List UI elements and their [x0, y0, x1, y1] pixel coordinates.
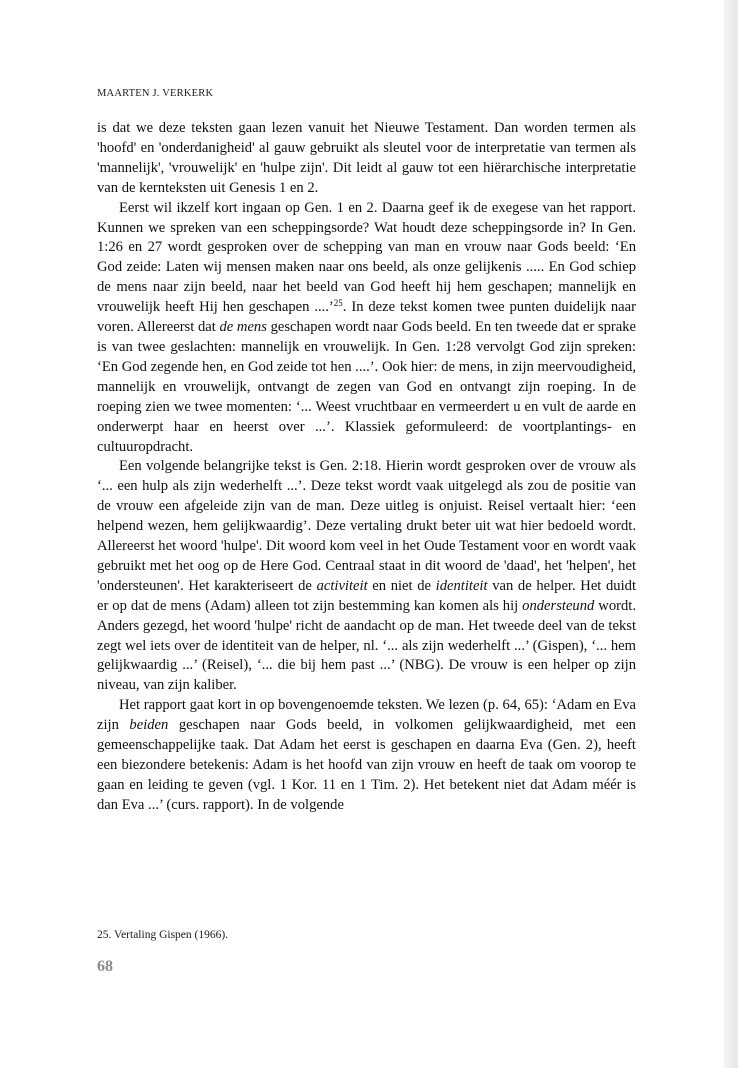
paragraph-text: geschapen wordt naar Gods beeld. En ten tweede dat er sprake is van twee geslachten: mannelijk en vrouwelijk. In Gen. 1:28 vervolgt God zijn spreken: ‘En God zegende hen, en God zeide tot hen ....’. Ook hier: de mens, in zijn meervoudigheid, mannelijk en vrouwelijk, ontvangt de zegen van God en ontvangt zijn roeping. In de roeping zien we twee momenten: ‘... Weest vruchtbaar en vermeerdert u en vult de aarde en onderwerpt haar en heerst over ...’. Klassiek geformuleerd: de voortplantings- en cultuuropdracht.	[97, 319, 636, 455]
emphasis-text: activiteit	[316, 577, 368, 594]
paragraph-text: Eerst wil ikzelf kort ingaan op Gen. 1 en 2. Daarna geef ik de exegese van het rapport. Kunnen we spreken van een scheppingsorde? Wat houdt deze scheppingsorde in? In Gen. 1:26 en 27 wordt gesproken over de schepping van man en vrouw naar Gods beeld: ‘En God zeide: Laten wij mensen maken naar ons beeld, als onze gelijkenis ..... En God schiep de mens naar zijn beeld, naar het beeld van God heeft hij hem geschapen; mannelijk en vrouwelijk heeft Hij hen geschapen ....’	[97, 199, 636, 316]
page-number: 68	[97, 958, 113, 975]
paragraph-text: Een volgende belangrijke tekst is Gen. 2:18. Hierin wordt gesproken over de vrouw als ‘... een hulp als zijn wederhelft ...’. Deze tekst wordt vaak uitgelegd als zou de positie van de vrouw een afgeleide zijn van de man. Deze uitleg is onjuist. Reisel vertaalt hier: ‘een helpend wezen, hem gelijkwaardig’. Deze vertaling drukt beter uit wat hier bedoeld wordt. Allereerst het woord 'hulpe'. Dit woord kom veel in het Oude Testament voor en wordt vaak gebruikt met het oog op de Here God. Centraal staat in dit woord de 'daad', het 'helpen', het 'ondersteunen'. Het karakteriseert de	[97, 458, 636, 594]
emphasis-text: de mens	[219, 319, 267, 336]
emphasis-text: identiteit	[435, 577, 488, 594]
body-text	[97, 119, 636, 816]
paragraph-text: . In deze tekst komen twee punten duidelijk naar voren. Allereerst dat	[97, 299, 636, 336]
paragraph	[97, 457, 636, 696]
emphasis-text: ondersteund	[522, 597, 595, 614]
footnote-25: 25. Vertaling Gispen (1966).	[97, 929, 229, 941]
paragraph-text: wordt. Anders gezegd, het woord 'hulpe' richt de aandacht op de man. Het tweede deel van de tekst zegt wel iets over de identiteit van de helper, nl. ‘... als zijn wederhelft ...’ (Gispen), ‘... hem gelijkwaardig ...’ (Reisel), ‘... die bij hem past ...’ (NBG). De vrouw is een helper op zijn niveau, van zijn kaliber.	[97, 597, 636, 694]
paragraph-text: van de helper. Het duidt er op dat de mens (Adam) alleen tot zijn bestemming kan komen als hij	[97, 577, 637, 614]
paragraph-text: geschapen naar Gods beeld, in volkomen gelijkwaardigheid, met een gemeenschappelijke taak. Dat Adam het eerst is geschapen en daarna Eva (Gen. 2), heeft een biezondere betekenis: Adam is het hoofd van zijn vrouw en heeft de taak om voorop te gaan en leiding te geven (vgl. 1 Kor. 11 en 1 Tim. 2). Het betekent niet dat Adam méér is dan Eva ...’ (curs. rapport). In de volgende	[97, 717, 636, 813]
emphasis-text: beiden	[129, 717, 169, 734]
paragraph	[97, 696, 636, 815]
paragraph	[97, 119, 636, 199]
paragraph-text: is dat we deze teksten gaan lezen vanuit het Nieuwe Testament. Dan worden termen als 'hoofd' en 'onderdanigheid' al gauw gebruikt als sleutel voor de interpretatie van termen als 'mannelijk', 'vrouwelijk' en 'hulpe zijn'. Dit leidt al gauw tot een hiërarchische interpretatie van de kernteksten uit Genesis 1 en 2.	[97, 120, 636, 196]
footnote-reference: 25	[333, 298, 343, 309]
running-head: MAARTEN J. VERKERK	[97, 88, 214, 99]
paragraph	[97, 199, 636, 458]
paragraph-text: en niet de	[367, 577, 436, 594]
paragraph-text: Het rapport gaat kort in op bovengenoemde teksten. We lezen (p. 64, 65): ‘Adam en Eva zijn	[97, 697, 636, 734]
